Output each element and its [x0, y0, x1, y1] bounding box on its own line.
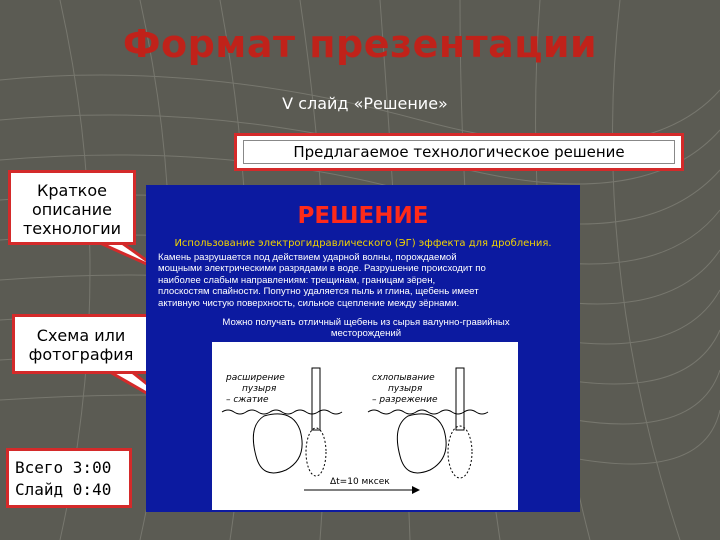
- process-diagram: [212, 342, 518, 510]
- electrode-left: [312, 368, 320, 430]
- slide-foot: [166, 317, 566, 340]
- callout-line: Всего 3:00: [15, 458, 112, 477]
- body-line: активную чистую поверхность, сильное сцепление между зёрнами.: [158, 297, 460, 309]
- stone-left: [253, 414, 302, 473]
- callout-brief-description: [8, 170, 136, 245]
- stone-right: [397, 414, 446, 473]
- callout-line: Схема или: [36, 326, 126, 345]
- banner-text: Предлагаемое технологическое решение: [243, 140, 675, 164]
- diagram-drawing: [212, 342, 518, 510]
- slide-heading: РЕШЕНИЕ: [297, 203, 429, 229]
- example-slide: [146, 185, 580, 512]
- slide-body: [158, 252, 570, 309]
- time-arrow-head: [412, 486, 420, 494]
- bubble-left: [306, 428, 326, 476]
- callout-line: технологии: [22, 219, 122, 238]
- time-label: Δt=10 мксек: [330, 477, 390, 487]
- left-label-3: – сжатие: [226, 395, 269, 405]
- body-line: наиболее слабым направлениям: трещинам, границам зёрен,: [158, 274, 436, 286]
- callout-timing: [6, 448, 132, 508]
- right-label-3: – разрежение: [372, 395, 438, 405]
- water-line-right: [368, 410, 488, 414]
- slide-lead: Использование электрогидравлического (ЭГ) эффекта для дробления.: [174, 238, 552, 249]
- body-line: мощными электрическими разрядами в воде. Разрушение происходит по: [158, 263, 486, 275]
- page-title: Формат презентации: [122, 22, 598, 66]
- water-line-left: [222, 410, 342, 414]
- page-subtitle: V слайд «Решение»: [282, 94, 448, 113]
- foot-line: Можно получать отличный щебень из сырья валунно-гравийных: [222, 317, 510, 328]
- foot-line: месторождений: [330, 328, 402, 340]
- left-label-2: пузыря: [242, 384, 277, 394]
- right-label-2: пузыря: [388, 384, 423, 394]
- right-label-1: схлопывание: [372, 373, 435, 383]
- left-label-1: расширение: [226, 373, 285, 383]
- callout-line: описание: [32, 200, 112, 219]
- electrode-right: [456, 368, 464, 430]
- callout-line: Слайд 0:40: [15, 480, 112, 499]
- body-line: Камень разрушается под действием ударной волны, порождаемой: [158, 252, 457, 263]
- callout-scheme-photo: [12, 314, 150, 374]
- bubble-right: [448, 426, 472, 478]
- callout-line: Краткое: [37, 181, 107, 200]
- callout-line: фотография: [28, 345, 134, 364]
- body-line: плоскостям спайности. Попутно удаляется пыль и глина, щебень имеет: [158, 286, 479, 298]
